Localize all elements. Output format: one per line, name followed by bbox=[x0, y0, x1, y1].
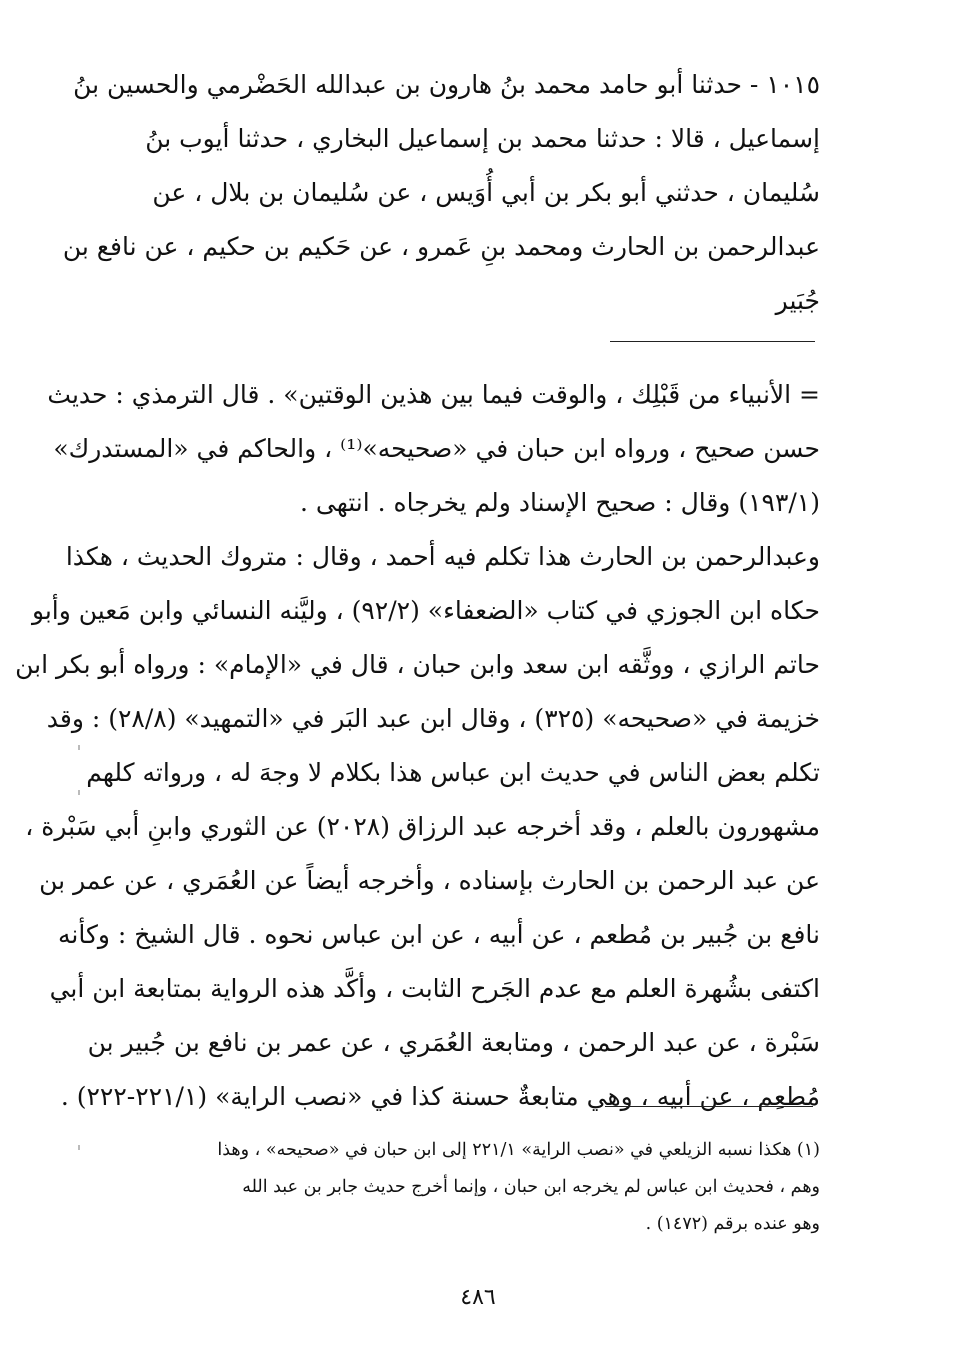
scan-speck bbox=[78, 1145, 80, 1150]
scan-speck bbox=[78, 790, 80, 795]
scan-speck bbox=[78, 745, 80, 750]
commentary-line: سَبْرة ، عن عبد الرحمن ، ومتابعة العُمَري ، عن عمر بن نافع بن جُبير بن bbox=[87, 1028, 820, 1057]
commentary-line: اكتفى بشُهرة العلم مع عدم الجَرح الثابت ، وأكَّد هذه الرواية بمتابعة ابن أبي bbox=[49, 974, 820, 1003]
hadith-line: إسماعيل ، قالا : حدثنا محمد بن إسماعيل البخاري ، حدثنا أيوب بنُ bbox=[145, 124, 820, 153]
commentary-paragraph bbox=[15, 530, 820, 1124]
commentary-line: حكاه ابن الجوزي في كتاب «الضعفاء» (٩٢/٢) ، وليَّنه النسائي وابن مَعين وأبو bbox=[31, 596, 820, 625]
hadith-line: سُليمان ، حدثني أبو بكر بن أبي أُوَيس ، عن سُليمان بن بلال ، عن bbox=[152, 178, 820, 207]
commentary-line: = الأنبياء من قَبْلِك ، والوقت فيما بين هذين الوقتين» . قال الترمذي : حديث bbox=[47, 380, 820, 409]
hadith-line: جُبَير bbox=[775, 286, 820, 315]
commentary-line: تكلم بعض الناس في حديث ابن عباس هذا بكلام لا وجهَ له ، ورواته كلهم bbox=[86, 758, 820, 787]
commentary-line: مُطعِم ، عن أبيه ، وهي متابعةٌ حسنة كذا في «نصب الراية» (٢٢١/١-٢٢٢) . bbox=[60, 1082, 820, 1111]
footnote-line: وهو عنده برقم (١٤٧٢) . bbox=[645, 1214, 820, 1234]
footnote-divider bbox=[605, 1106, 813, 1107]
commentary-continuation bbox=[47, 368, 820, 530]
commentary-line: خزيمة في «صحيحه» (٣٢٥) ، وقال ابن عبد البَر في «التمهيد» (٢٨/٨) : وقد bbox=[46, 704, 820, 733]
page-number: ٤٨٦ bbox=[460, 1285, 496, 1310]
footnote-line: وهم ، فحديث ابن عباس لم يخرجه ابن حبان ، وإنما أخرج حديث جابر بن عبد الله bbox=[242, 1177, 820, 1197]
footnote-line: (١) هكذا نسبه الزيلعي في «نصب الراية» ٢٢١/١ إلى ابن حبان في «صحيحه» ، وهذا bbox=[217, 1140, 820, 1160]
commentary-line: (١٩٣/١) وقال : صحيح الإسناد ولم يخرجاه . انتهى . bbox=[300, 488, 820, 517]
footnote bbox=[110, 1132, 820, 1243]
section-divider bbox=[610, 341, 815, 342]
hadith-line: ١٠١٥ - حدثنا أبو حامد محمد بنُ هارون بن عبدالله الحَضْرمي والحسين بنُ bbox=[73, 70, 820, 99]
commentary-line: وعبدالرحمن بن الحارث هذا تكلم فيه أحمد ، وقال : متروك الحديث ، هكذا bbox=[65, 542, 820, 571]
commentary-line: مشهورون بالعلم ، وقد أخرجه عبد الرزاق (٢٠٢٨) عن الثوري وابنِ أبي سَبْرة ، bbox=[25, 812, 820, 841]
commentary-line: نافع بن جُبير بن مُطعم ، عن أبيه ، عن ابن عباس نحوه . قال الشيخ : وكأنه bbox=[58, 920, 820, 949]
commentary-line: عن عبد الرحمن بن الحارث بإسناده ، وأخرجه أيضاً عن العُمَري ، عن عمر بن bbox=[39, 866, 820, 895]
commentary-line: حاتم الرازي ، ووثَّقه ابن سعد وابن حبان ، قال في «الإمام» : ورواه أبو بكر ابن bbox=[15, 650, 820, 679]
commentary-line: حسن صحيح ، ورواه ابن حبان في «صحيحه»⁽¹⁾ ، والحاكم في «المستدرك» bbox=[53, 434, 820, 463]
hadith-block bbox=[62, 58, 820, 328]
hadith-line: عبدالرحمن بن الحارث ومحمد بنِ عَمرو ، عن حَكيم بن حكيم ، عن نافع بن bbox=[62, 232, 820, 261]
